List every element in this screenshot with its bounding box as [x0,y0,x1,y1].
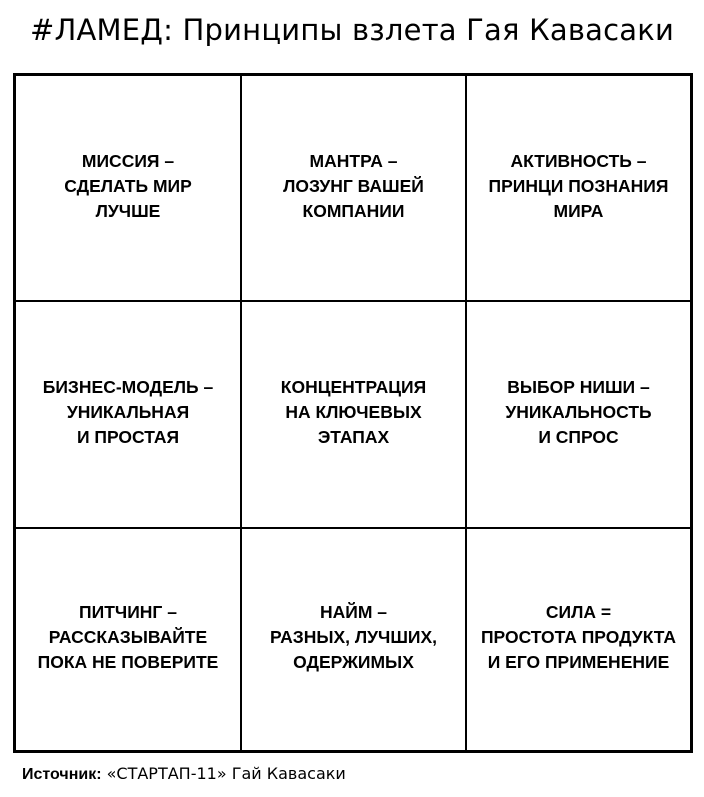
principle-text: МАНТРА – ЛОЗУНГ ВАШЕЙ КОМПАНИИ [283,150,424,221]
principle-text: НАЙМ – РАЗНЫХ, ЛУЧШИХ, ОДЕРЖИМЫХ [269,602,438,672]
source-line [22,764,346,785]
principle-cell-hiring [242,529,467,750]
source-text: «СТАРТАП-11» Гай Кавасаки [106,764,346,783]
principle-cell-business-model [16,302,242,529]
principle-text: ВЫБОР НИШИ – УНИКАЛЬНОСТЬ И СПРОС [505,377,652,447]
principle-text: СИЛА = ПРОСТОТА ПРОДУКТА И ЕГО ПРИМЕНЕНИЕ [480,602,677,672]
principle-cell-power [467,529,690,750]
principle-cell-niche [467,302,690,529]
page-title: #ЛАМЕД: Принципы взлета Гая Кавасаки [29,13,674,47]
principle-cell-pitching [16,529,242,750]
principle-text: МИССИЯ – СДЕЛАТЬ МИР ЛУЧШЕ [64,150,192,221]
principle-cell-activity [467,76,690,302]
principles-grid [13,73,693,753]
principle-cell-mantra [242,76,467,302]
principle-text: КОНЦЕНТРАЦИЯ НА КЛЮЧЕВЫХ ЭТАПАХ [280,377,427,447]
principle-text: БИЗНЕС-МОДЕЛЬ – УНИКАЛЬНАЯ И ПРОСТАЯ [42,377,214,447]
principle-text: АКТИВНОСТЬ – ПРИНЦИ ПОЗНАНИЯ МИРА [488,150,669,221]
source-label: Источник: [22,766,102,783]
principle-cell-concentration [242,302,467,529]
principle-cell-mission [16,76,242,302]
principle-text: ПИТЧИНГ – РАССКАЗЫВАЙТЕ ПОКА НЕ ПОВЕРИТЕ [37,602,219,672]
